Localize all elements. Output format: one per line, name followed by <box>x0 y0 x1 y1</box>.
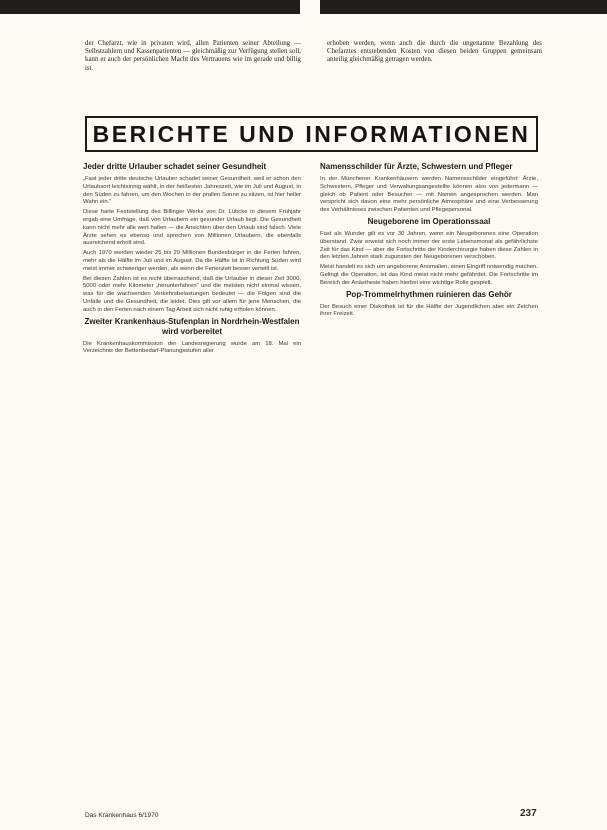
article-paragraph: „Fast jeder dritte deutsche Urlauber schadet seiner Gesundheit, weil er schon den Urlaubsort leichtsinnig wählt, in der heißesten Jahreszeit, wie im Juli und August, in den Süden zu fahren, um den Wochen in der prallen Sonne zu sitzen, ist hier heller Wahn ein.“ <box>83 176 301 206</box>
article-heading: Neugeborene im Operationssaal <box>367 216 491 226</box>
intro-text-left: der Chefarzt, wie in privaten wird, allen Patienten seiner Abteilung — Selbstzahlern und Kassenpatienten — gleichmäßig zur Verfügung stellen soll, kann er auch der persönlichen Macht des Vertrauens wie im gerade und billig ist. <box>85 40 301 72</box>
journal-name: Das Krankenhaus 6/1970 <box>85 812 159 819</box>
article-paragraph: Diese harte Feststellung des Billinger Werks von Dr. Lübcke in diesem Frühjahr ergab eine Umfrage, daß von Urlaubern ein gesunder Urlaub liegt. Die Gesundheit kann nicht mehr alle wert halten — die Ansichten über den Urlaub sind falsch. Viele Ärzte sehen es ebenso und sprechen von Millionen Urlaubern, die ebenfalls ausreichend erholt sind. <box>83 209 301 247</box>
article-heading: Zweiter Krankenhaus-Stufenplan in Nordrhein-Westfalen wird vorbereitet <box>84 316 300 336</box>
section-title: BERICHTE UND INFORMATIONEN <box>92 120 531 147</box>
article-heading: Namensschilder für Ärzte, Schwestern und Pfleger <box>320 162 513 171</box>
article-paragraph: Die Krankenhauskommission der Landesregierung wurde am 18. Mai ein Verzeichnis der Bettenbedarf-Planungsstufen aller <box>83 340 301 355</box>
article-paragraph: Meist handelt es sich um angeborene Anomalien, einen Eingriff notwendig machen. Gelingt die Operation, ist das Kind meist nicht mehr gefährdet. Die Fortschritte im Bereich der Anästhesie haben hierbei eine wichtige Rolle gespielt. <box>320 264 538 286</box>
page-number: 237 <box>520 808 537 819</box>
article-paragraph: In der Münchener Krankenhäusern werden Namensschilder eingeführt: Ärzte, Schwestern, Pfleger und Verwaltungsangestellte können also von jedermann — gleich ob Patient oder Besucher — mit Namen angesprochen werden. Man verspricht sich davon eine mehr persönliche Atmosphäre und eine Verbesserung des Verhältnisses zwischen Patienten und Pflegepersonal. <box>320 176 538 214</box>
article-paragraph: Bei diesen Zahlen ist es nicht überraschend, daß die Urlauber in dieser Zeit 3000, 5000 oder mehr Kilometer „herunterfahren“ und die meisten nicht einmal wissen, was für die wachsenden Verkehrsbelastungen bedeutet — die Folgen sind die Unfälle und die Gesundheit, die leidet. Dies gilt vor allem für jene Menschen, die auch in den Ferien nach einem Tag Arbeit sich nicht ruhig erholen können. <box>83 275 301 313</box>
article-paragraph: Der Besuch einer Diskothek ist für die Hälfte der Jugendlichen aber ein Zeichen ihrer Freizeit. <box>320 303 538 318</box>
top-border-gap <box>300 0 320 14</box>
left-column <box>83 160 301 810</box>
right-column <box>320 160 538 810</box>
article-heading: Pop-Trommelrhythmen ruinieren das Gehör <box>346 289 512 299</box>
section-banner <box>85 116 538 152</box>
article-heading: Jeder dritte Urlauber schadet seiner Gesundheit <box>83 162 267 171</box>
article-paragraph: Auch 1970 werden wieder 25 bis 29 Millionen Bundesbürger in die Ferien fahren, mehr als die Hälfte im Juli und im August. Da die Hälfte ist in Richtung Süden wird meist immer schwieriger werden, als wenn die Ferienzeit besser verteilt ist. <box>83 250 301 272</box>
intro-text-right: erhoben werden, wenn auch die durch die ungenannte Bezahlung des Chefarztes entstehenden Kosten von diesen beiden Gruppen gemeinsam anteilig gleichmäßig getragen werden. <box>327 40 542 64</box>
article-paragraph: Fast als Wunder gilt es vor 30 Jahren, wenn ein Neugeborenes eine Operation überstand. Zwar erweist sich noch immer der erste Lebensmonat als gefährlichste Zeit für das Kind — aber die Fortschritte der Kinderchirurgie haben diese Zahlen in den letzten Jahren stark zugunsten der Neugeborenen verschoben. <box>320 230 538 261</box>
